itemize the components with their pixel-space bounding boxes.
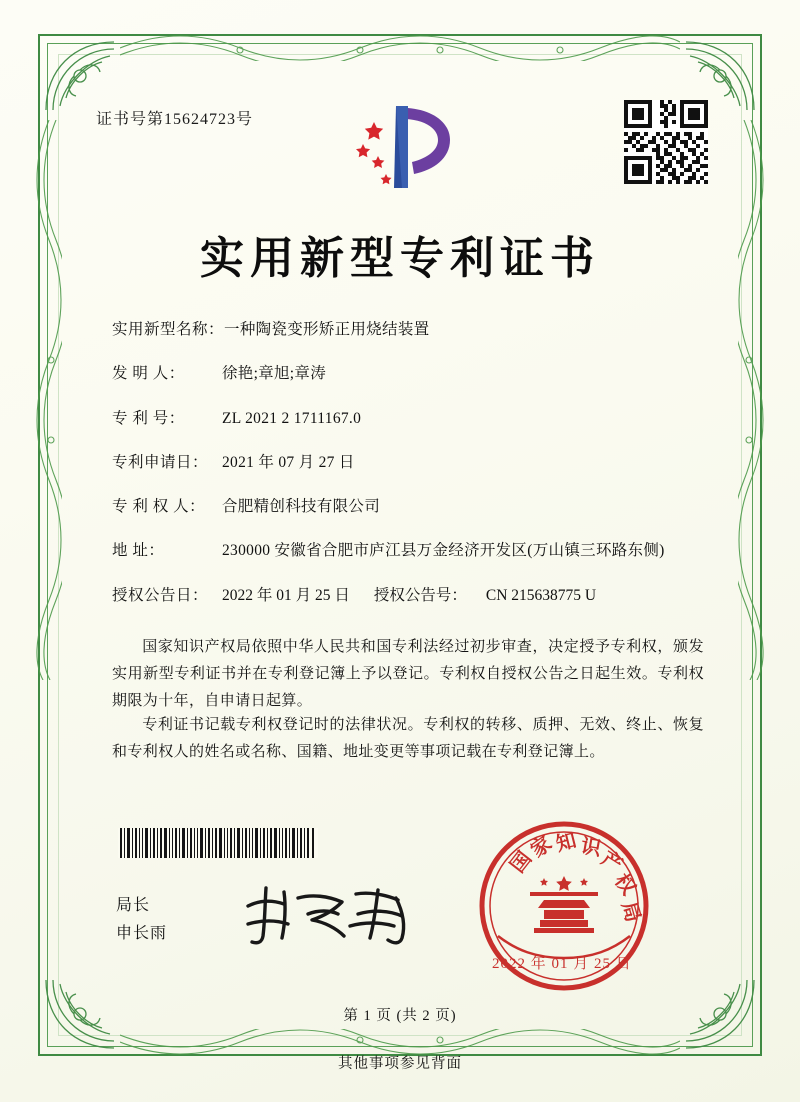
- field-label: 发 明 人：: [112, 365, 185, 383]
- field-address: [112, 539, 712, 562]
- field-label: 专 利 权 人：: [112, 498, 206, 515]
- page-title: 实用新型专利证书: [200, 234, 600, 283]
- svg-text:识: 识: [579, 835, 603, 861]
- svg-text:权: 权: [609, 870, 640, 900]
- field-label: 专 利 号：: [112, 409, 185, 427]
- svg-text:产: 产: [597, 847, 626, 877]
- svg-text:家: 家: [527, 832, 557, 863]
- field-patent-number: [112, 407, 712, 430]
- field-label: 专利申请日：: [112, 453, 209, 471]
- field-value: 一种陶瓷变形矫正用烧结装置: [224, 321, 430, 338]
- field-value-grant-date: 2022 年 01 月 25 日: [222, 586, 350, 604]
- cnipa-logo-icon: [350, 100, 460, 192]
- signature-name: 申长雨: [116, 925, 168, 942]
- barcode: [118, 828, 318, 858]
- seal-date: 2022 年 01 月 25 日: [492, 956, 632, 972]
- field-label-grant-date: 授权公告日：: [112, 586, 209, 604]
- certificate-fields: [112, 318, 712, 628]
- field-value-grant-number: CN 215638775 U: [485, 586, 597, 604]
- legal-paragraph-2: [112, 712, 704, 766]
- footnote: 其他事项参见背面: [338, 1056, 462, 1072]
- field-value: 徐艳;章旭;章涛: [222, 365, 327, 383]
- svg-text:局: 局: [617, 899, 644, 925]
- field-grant-announcement: [112, 584, 712, 607]
- legal-paragraph-1: [112, 634, 704, 715]
- handwritten-signature: [238, 880, 438, 950]
- field-value: ZL 2021 2 1711167.0: [222, 409, 362, 427]
- signature-role: 局长: [116, 897, 151, 914]
- ornament-right-edge: [738, 120, 764, 680]
- qr-code: [624, 100, 708, 184]
- field-label: 地 址：: [112, 542, 165, 560]
- page-number: 第 1 页 (共 2 页): [343, 1008, 457, 1024]
- signature-block: [116, 892, 167, 948]
- field-patentee: [112, 495, 712, 518]
- ornament-left-edge: [36, 120, 62, 680]
- field-value: 230000 安徽省合肥市庐江县万金经济开发区(万山镇三环路东侧): [222, 542, 665, 560]
- field-utility-model-name: [112, 318, 712, 341]
- ornament-top-edge: [120, 35, 680, 61]
- field-application-date: [112, 451, 712, 474]
- field-inventors: [112, 362, 712, 385]
- svg-text:知: 知: [553, 829, 579, 856]
- legal-paragraph-2-text: 专利证书记载专利权登记时的法律状况。专利权的转移、质押、无效、终止、恢复和专利权人的姓名或名称、国籍、地址变更等事项记载在专利登记簿上。: [112, 717, 704, 760]
- field-label-grant-number: 授权公告号：: [373, 586, 467, 604]
- corner-ornament-top-left: [40, 36, 118, 114]
- legal-paragraph-1-text: 国家知识产权局依照中华人民共和国专利法经过初步审查，决定授予专利权，颁发实用新型专利证书并在专利登记簿上予以登记。专利权自授权公告之日起生效。专利权期限为十年，自申请日起算。: [112, 639, 704, 709]
- svg-text:国: 国: [506, 847, 537, 878]
- certificate-number: 证书号第15624723号: [96, 111, 254, 128]
- field-value: 2021 年 07 月 27 日: [222, 453, 355, 471]
- field-label: 实用新型名称：: [112, 321, 225, 338]
- field-value: 合肥精创科技有限公司: [222, 498, 381, 515]
